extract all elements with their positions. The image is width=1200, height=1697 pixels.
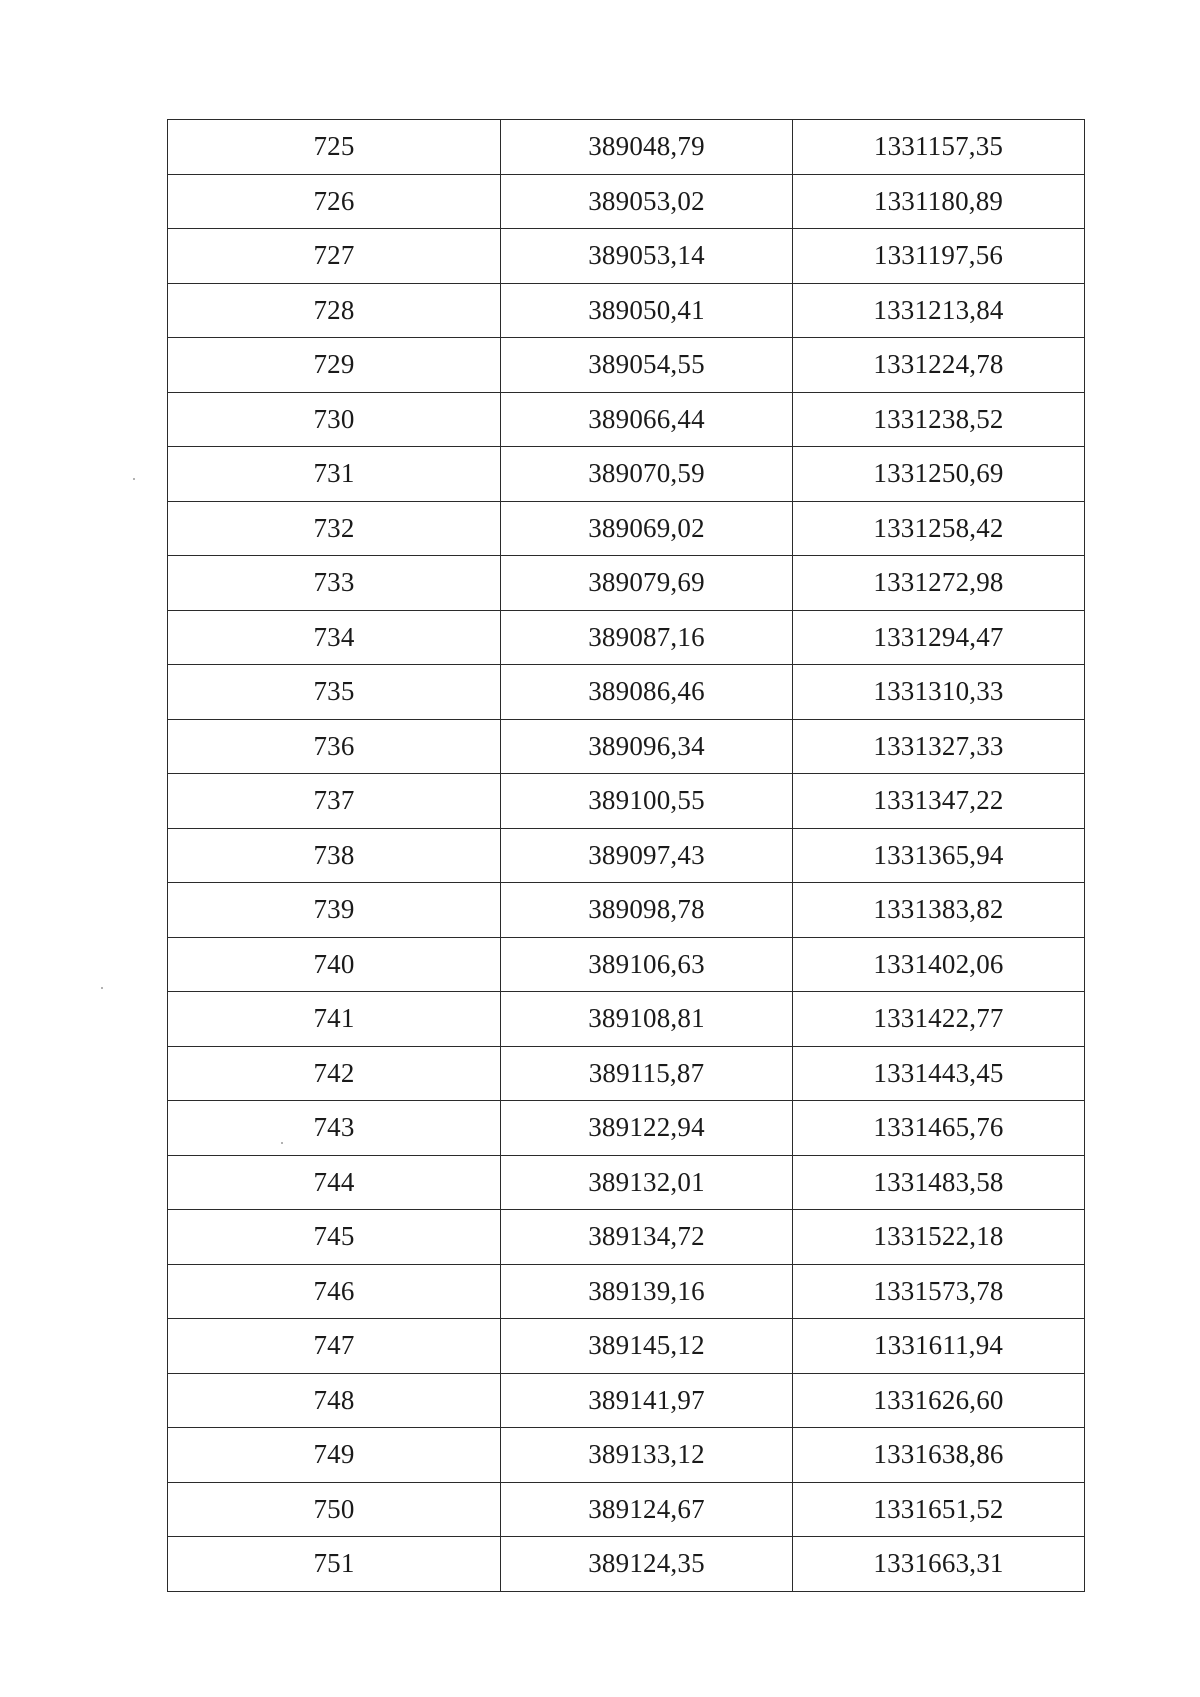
y-coordinate-cell: 1331347,22 — [793, 774, 1085, 829]
y-coordinate-cell: 1331651,52 — [793, 1482, 1085, 1537]
table-row — [168, 1210, 1085, 1265]
point-number-cell: 736 — [168, 719, 501, 774]
point-number-cell: 737 — [168, 774, 501, 829]
point-number-cell: 746 — [168, 1264, 501, 1319]
y-coordinate-cell: 1331250,69 — [793, 447, 1085, 502]
point-number-cell: 743 — [168, 1101, 501, 1156]
x-coordinate-cell: 389054,55 — [501, 338, 793, 393]
point-number-cell: 726 — [168, 174, 501, 229]
x-coordinate-cell: 389048,79 — [501, 120, 793, 175]
y-coordinate-cell: 1331272,98 — [793, 556, 1085, 611]
x-coordinate-cell: 389100,55 — [501, 774, 793, 829]
x-coordinate-cell: 389087,16 — [501, 610, 793, 665]
y-coordinate-cell: 1331483,58 — [793, 1155, 1085, 1210]
table-row — [168, 774, 1085, 829]
point-number-cell: 740 — [168, 937, 501, 992]
table-row — [168, 1373, 1085, 1428]
y-coordinate-cell: 1331663,31 — [793, 1537, 1085, 1592]
y-coordinate-cell: 1331465,76 — [793, 1101, 1085, 1156]
y-coordinate-cell: 1331310,33 — [793, 665, 1085, 720]
point-number-cell: 750 — [168, 1482, 501, 1537]
y-coordinate-cell: 1331626,60 — [793, 1373, 1085, 1428]
y-coordinate-cell: 1331157,35 — [793, 120, 1085, 175]
point-number-cell: 729 — [168, 338, 501, 393]
table-row — [168, 828, 1085, 883]
x-coordinate-cell: 389141,97 — [501, 1373, 793, 1428]
table-row — [168, 1428, 1085, 1483]
x-coordinate-cell: 389106,63 — [501, 937, 793, 992]
x-coordinate-cell: 389050,41 — [501, 283, 793, 338]
coordinates-table — [167, 119, 1085, 1592]
x-coordinate-cell: 389139,16 — [501, 1264, 793, 1319]
x-coordinate-cell: 389134,72 — [501, 1210, 793, 1265]
point-number-cell: 751 — [168, 1537, 501, 1592]
y-coordinate-cell: 1331443,45 — [793, 1046, 1085, 1101]
point-number-cell: 735 — [168, 665, 501, 720]
table-row — [168, 1264, 1085, 1319]
point-number-cell: 742 — [168, 1046, 501, 1101]
y-coordinate-cell: 1331238,52 — [793, 392, 1085, 447]
x-coordinate-cell: 389145,12 — [501, 1319, 793, 1374]
table-row — [168, 610, 1085, 665]
x-coordinate-cell: 389053,02 — [501, 174, 793, 229]
coordinates-table-body — [168, 120, 1085, 1592]
x-coordinate-cell: 389115,87 — [501, 1046, 793, 1101]
point-number-cell: 744 — [168, 1155, 501, 1210]
table-row — [168, 1319, 1085, 1374]
table-row — [168, 174, 1085, 229]
y-coordinate-cell: 1331258,42 — [793, 501, 1085, 556]
x-coordinate-cell: 389132,01 — [501, 1155, 793, 1210]
scan-speck — [101, 987, 103, 989]
point-number-cell: 747 — [168, 1319, 501, 1374]
table-row — [168, 665, 1085, 720]
point-number-cell: 734 — [168, 610, 501, 665]
table-row — [168, 392, 1085, 447]
table-row — [168, 992, 1085, 1047]
y-coordinate-cell: 1331327,33 — [793, 719, 1085, 774]
point-number-cell: 725 — [168, 120, 501, 175]
x-coordinate-cell: 389096,34 — [501, 719, 793, 774]
table-row — [168, 120, 1085, 175]
table-row — [168, 447, 1085, 502]
x-coordinate-cell: 389124,35 — [501, 1537, 793, 1592]
table-row — [168, 1537, 1085, 1592]
point-number-cell: 727 — [168, 229, 501, 284]
point-number-cell: 732 — [168, 501, 501, 556]
x-coordinate-cell: 389053,14 — [501, 229, 793, 284]
table-row — [168, 719, 1085, 774]
table-row — [168, 937, 1085, 992]
table-row — [168, 229, 1085, 284]
x-coordinate-cell: 389124,67 — [501, 1482, 793, 1537]
x-coordinate-cell: 389098,78 — [501, 883, 793, 938]
x-coordinate-cell: 389086,46 — [501, 665, 793, 720]
y-coordinate-cell: 1331522,18 — [793, 1210, 1085, 1265]
y-coordinate-cell: 1331224,78 — [793, 338, 1085, 393]
point-number-cell: 739 — [168, 883, 501, 938]
y-coordinate-cell: 1331365,94 — [793, 828, 1085, 883]
x-coordinate-cell: 389069,02 — [501, 501, 793, 556]
y-coordinate-cell: 1331180,89 — [793, 174, 1085, 229]
table-row — [168, 1482, 1085, 1537]
table-row — [168, 501, 1085, 556]
x-coordinate-cell: 389133,12 — [501, 1428, 793, 1483]
point-number-cell: 738 — [168, 828, 501, 883]
x-coordinate-cell: 389122,94 — [501, 1101, 793, 1156]
point-number-cell: 741 — [168, 992, 501, 1047]
point-number-cell: 733 — [168, 556, 501, 611]
point-number-cell: 748 — [168, 1373, 501, 1428]
y-coordinate-cell: 1331197,56 — [793, 229, 1085, 284]
x-coordinate-cell: 389079,69 — [501, 556, 793, 611]
table-row — [168, 283, 1085, 338]
point-number-cell: 731 — [168, 447, 501, 502]
scan-speck — [281, 1142, 283, 1144]
table-row — [168, 556, 1085, 611]
table-row — [168, 1155, 1085, 1210]
x-coordinate-cell: 389097,43 — [501, 828, 793, 883]
table-row — [168, 1101, 1085, 1156]
point-number-cell: 728 — [168, 283, 501, 338]
y-coordinate-cell: 1331422,77 — [793, 992, 1085, 1047]
table-row — [168, 338, 1085, 393]
y-coordinate-cell: 1331402,06 — [793, 937, 1085, 992]
y-coordinate-cell: 1331573,78 — [793, 1264, 1085, 1319]
table-row — [168, 883, 1085, 938]
y-coordinate-cell: 1331294,47 — [793, 610, 1085, 665]
y-coordinate-cell: 1331383,82 — [793, 883, 1085, 938]
point-number-cell: 730 — [168, 392, 501, 447]
x-coordinate-cell: 389108,81 — [501, 992, 793, 1047]
point-number-cell: 749 — [168, 1428, 501, 1483]
x-coordinate-cell: 389066,44 — [501, 392, 793, 447]
y-coordinate-cell: 1331611,94 — [793, 1319, 1085, 1374]
x-coordinate-cell: 389070,59 — [501, 447, 793, 502]
y-coordinate-cell: 1331638,86 — [793, 1428, 1085, 1483]
point-number-cell: 745 — [168, 1210, 501, 1265]
scan-speck — [133, 478, 135, 480]
table-row — [168, 1046, 1085, 1101]
y-coordinate-cell: 1331213,84 — [793, 283, 1085, 338]
